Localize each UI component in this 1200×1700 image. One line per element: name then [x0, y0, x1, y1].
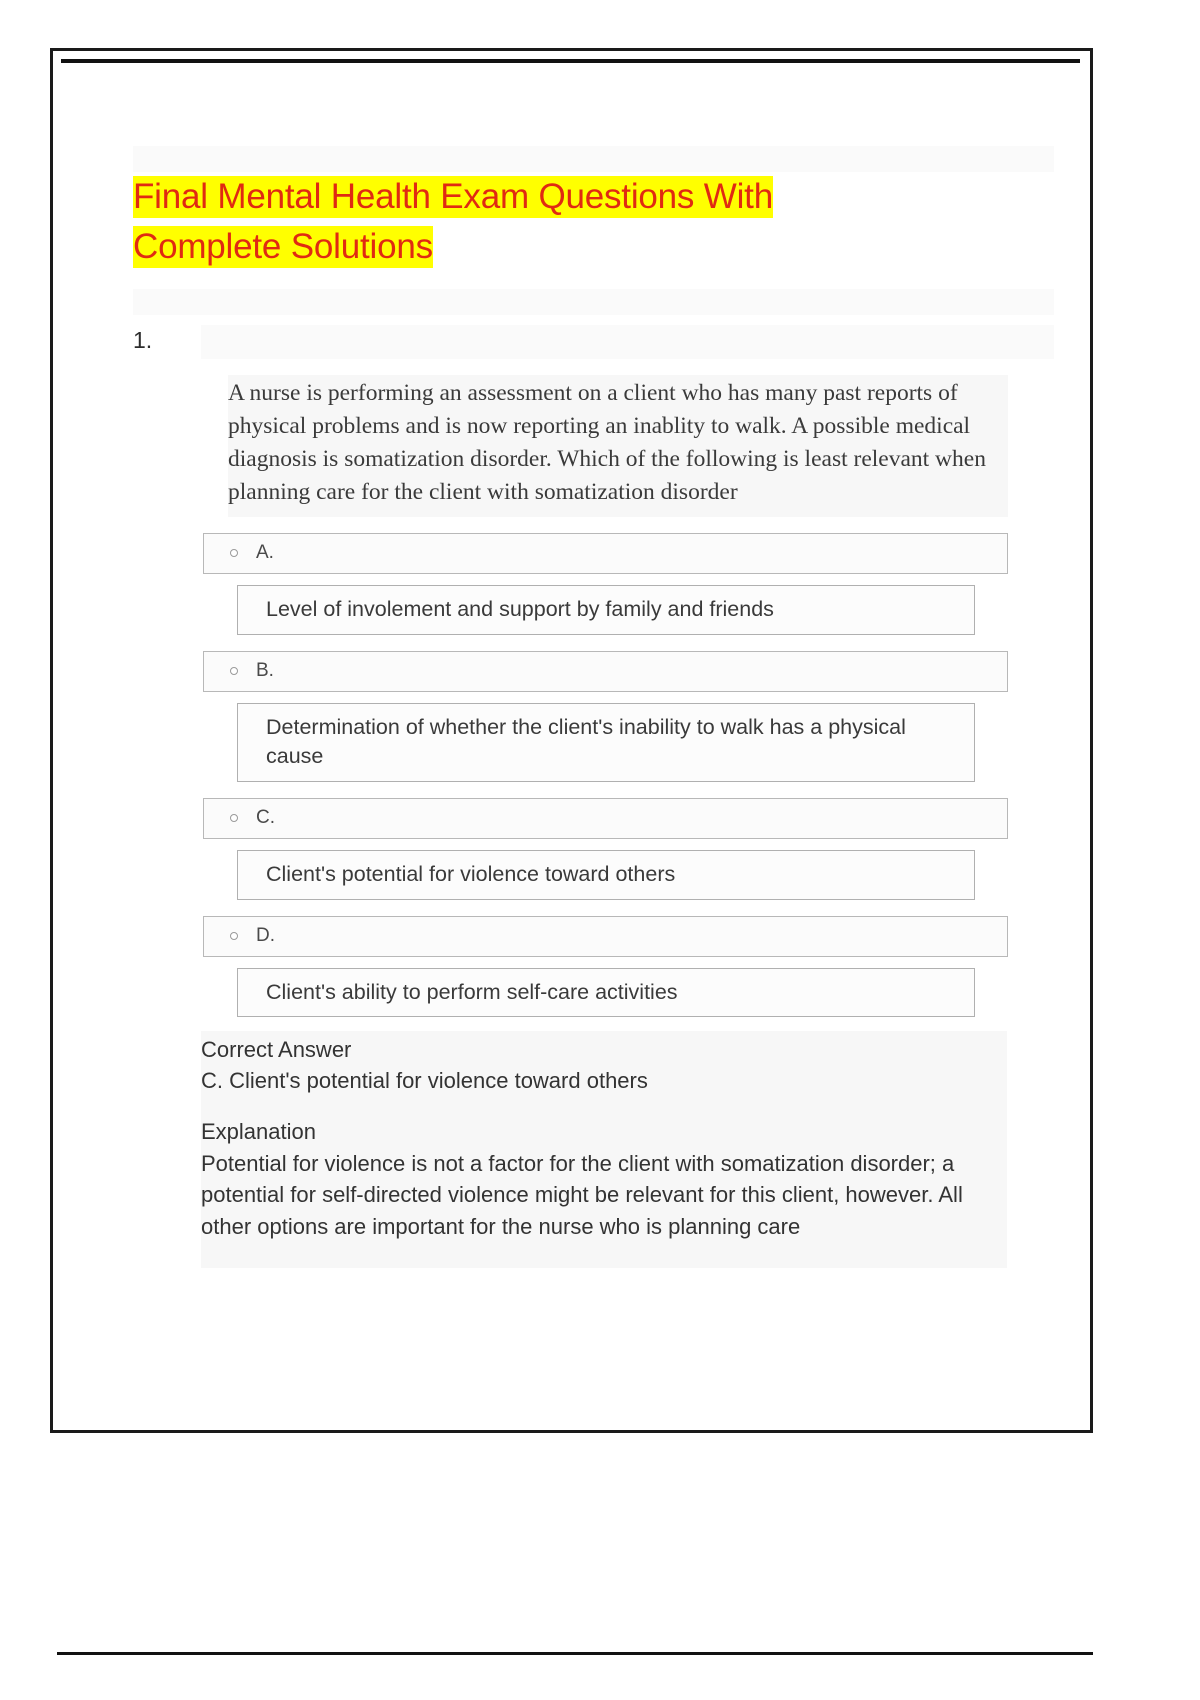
- options-list: [203, 533, 1054, 1017]
- option-c-letter: C.: [256, 807, 275, 829]
- option-c-text-box[interactable]: [237, 850, 975, 900]
- option-d-letter-bar[interactable]: [203, 916, 1008, 957]
- correct-answer-value: C. Client's potential for violence toward others: [201, 1068, 648, 1094]
- option-a-text: Level of involement and support by family and friends: [266, 596, 774, 621]
- page-title-line-2: Complete Solutions: [133, 226, 433, 266]
- option-a-text-box[interactable]: [237, 585, 975, 635]
- radio-icon[interactable]: [230, 814, 238, 822]
- answer-gap: [201, 1097, 989, 1117]
- radio-icon[interactable]: [230, 932, 238, 940]
- option-d-letter: D.: [256, 925, 275, 947]
- option-c-letter-bar[interactable]: [203, 798, 1008, 839]
- title-spacer-band: [133, 289, 1054, 315]
- option-d-text-box[interactable]: [237, 968, 975, 1018]
- option-b-letter: B.: [256, 660, 274, 682]
- option-c[interactable]: [203, 798, 1054, 900]
- next-page-top-rule: [57, 1652, 1093, 1655]
- question-stem: A nurse is performing an assessment on a client who has many past reports of physical problems and is now reporting an inablity to walk. A possible medical diagnosis is somatization disorder. Which of the following is least relevant when planning care for the client with somatization disorder: [228, 375, 1008, 517]
- option-d-text: Client's ability to perform self-care activities: [266, 979, 678, 1004]
- option-b-text: Determination of whether the client's inability to walk has a physical cause: [266, 714, 906, 769]
- explanation-label: Explanation: [201, 1118, 316, 1144]
- option-c-text: Client's potential for violence toward others: [266, 861, 676, 886]
- page-title: [133, 172, 923, 271]
- answer-explanation-block: [201, 1031, 1007, 1268]
- radio-icon[interactable]: [230, 667, 238, 675]
- option-a-letter-bar[interactable]: [203, 533, 1008, 574]
- question-number-band: [201, 325, 1054, 359]
- page-top-rule: [61, 59, 1080, 63]
- radio-icon[interactable]: [230, 549, 238, 557]
- page-title-line-1: Final Mental Health Exam Questions With: [133, 177, 773, 216]
- option-d[interactable]: [203, 916, 1054, 1018]
- option-a[interactable]: [203, 533, 1054, 635]
- question-number-row: [133, 325, 1054, 359]
- page-content: [133, 146, 1054, 1268]
- option-b-text-box[interactable]: [237, 703, 975, 782]
- header-band: [133, 146, 1054, 172]
- explanation-text: Potential for violence is not a factor for the client with somatization disorder; a potential for self-directed violence might be relevant for this client, however. All other options are important for the nurse who is planning care: [201, 1150, 963, 1239]
- option-b-letter-bar[interactable]: [203, 651, 1008, 692]
- page-sheet: [50, 48, 1093, 1433]
- correct-answer-label: Correct Answer: [201, 1037, 352, 1063]
- option-a-letter: A.: [256, 542, 274, 564]
- question-number: 1.: [133, 327, 153, 354]
- option-b[interactable]: [203, 651, 1054, 782]
